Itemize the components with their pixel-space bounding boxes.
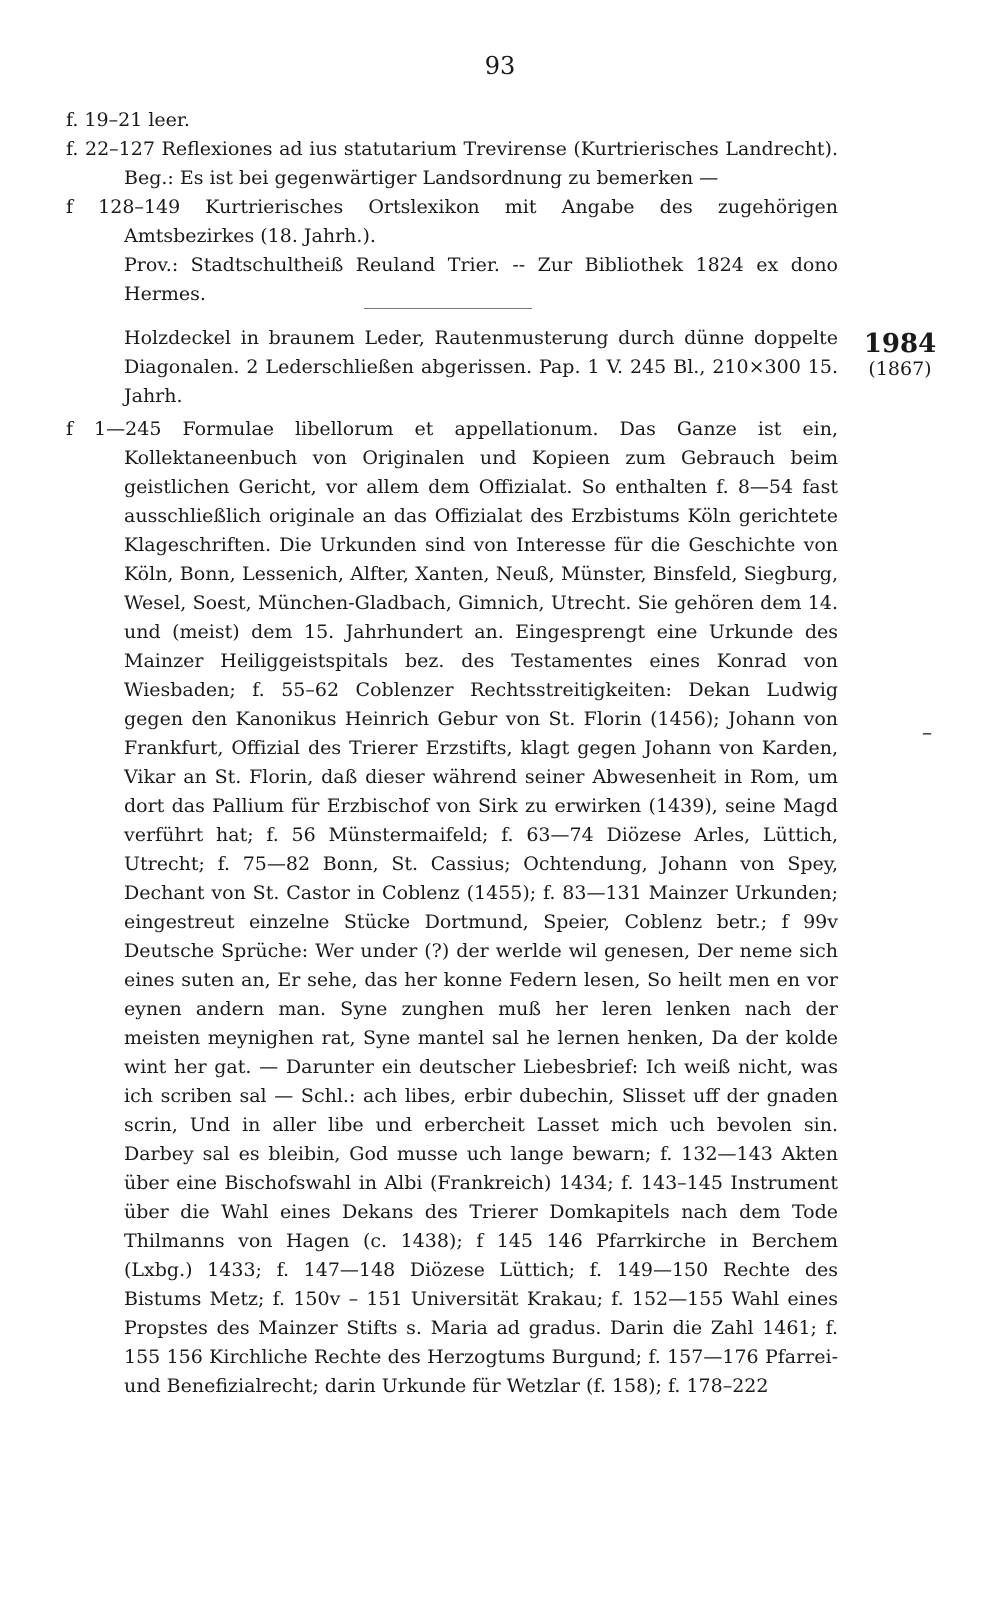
entry-number: 1984 bbox=[863, 329, 937, 359]
entry-description: Holzdeckel in braunem Leder, Rautenmusterung durch dünne doppelte Diagonalen. 2 Lederschließen abgerissen. Pap. 1 V. 245 Bl., 210×300 15. Jahrh. bbox=[124, 327, 838, 407]
manuscript-entry bbox=[66, 324, 838, 1401]
folio-line: f 128–149 Kurtrierisches Ortslexikon mit Angabe des zugehörigen Amtsbezirkes (18. Jahrh.). bbox=[66, 196, 838, 247]
folio-line: f. 22–127 Reflexiones ad ius statutarium Trevirense (Kurtrierisches Landrecht). Beg.: Es ist bei gegenwärtiger Landsordnung zu bemerken — bbox=[66, 138, 838, 189]
section-divider bbox=[364, 308, 532, 309]
entry-contents: f 1—245 Formulae libellorum et appellationum. Das Ganze ist ein, Kollektaneenbuch von Originalen und Kopieen zum Gebrauch beim geistlichen Gericht, vor allem dem Offizialat. So enthalten f. 8—54 fast ausschließlich originale an das Offizialat des Erzbistums Köln gerichtete Klageschriften. Die Urkunden sind von Interesse für die Geschichte von Köln, Bonn, Lessenich, Alfter, Xanten, Neuß, Münster, Binsfeld, Siegburg, Wesel, Soest, München-Gladbach, Gimnich, Utrecht. Sie gehören dem 14. und (meist) dem 15. Jahrhundert an. Eingesprengt eine Urkunde des Mainzer Heiliggeistspitals bez. des Testamentes eines Konrad von Wiesbaden; f. 55–62 Coblenzer Rechtsstreitigkeiten: Dekan Ludwig gegen den Kanonikus Heinrich Gebur von St. Florin (1456); Johann von Frankfurt, Offizial des Trierer Erzstifts, klagt gegen Johann von Karden, Vikar an St. Florin, daß dieser während seiner Abwesenheit in Rom, um dort das Pallium für Erzbischof von Sirk zu erwirken (1439), seine Magd verführt hat; f. 56 Münstermaifeld; f. 63—74 Diözese Arles, Lüttich, Utrecht; f. 75—82 Bonn, St. Cassius; Ochtendung, Johann von Spey, Dechant von St. Castor in Coblenz (1455); f. 83—131 Mainzer Urkunden; eingestreut einzelne Stücke Dortmund, Speier, Coblenz betr.; f 99v Deutsche Sprüche: Wer under (?) der werlde wil genesen, Der neme sich eines suten an, Er sehe, das her konne Federn lesen, So heilt men en vor eynen andern man. Syne zunghen muß her leren lenken nach der meisten meynighen rat, Syne mantel sal he lernen henken, Da der kolde wint her gat. — Darunter ein deutscher Liebesbrief: Ich weiß nicht, was ich scriben sal — Schl.: ach libes, erbir dubechin, Slisset uff der gnaden scrin, Und in aller libe und erbercheit Lasset mich uch bevolen sin. Darbey sal es bleibin, God musse uch lange bewarn; f. 132—143 Akten über eine Bischofswahl in Albi (Frankreich) 1434; f. 143–145 Instrument über die Wahl eines Dekans des Trierer Domkapitels nach dem Tode Thilmanns von Hagen (c. 1438); f 145 146 Pfarrkirche in Berchem (Lxbg.) 1433; f. 147—148 Diözese Lüttich; f. 149—150 Rechte des Bistums Metz; f. 150v – 151 Universität Krakau; f. 152—155 Wahl eines Propstes des Mainzer Stifts s. Maria ad gradus. Darin die Zahl 1461; f. 155 156 Kirchliche Rechte des Herzogtums Burgund; f. 157—176 Pfarrei- und Benefizialrecht; darin Urkunde für Wetzlar (f. 158); f. 178–222 bbox=[66, 418, 838, 1397]
old-entry-number: (1867) bbox=[868, 358, 932, 380]
page-number: 93 bbox=[484, 52, 516, 80]
provenance-line: Prov.: Stadtschultheiß Reuland Trier. -- Zur Bibliothek 1824 ex dono Hermes. bbox=[124, 254, 838, 305]
margin-mark: – bbox=[922, 720, 932, 744]
entry-number-block bbox=[860, 330, 940, 380]
previous-entry bbox=[66, 106, 838, 309]
folio-line: f. 19–21 leer. bbox=[66, 109, 190, 131]
